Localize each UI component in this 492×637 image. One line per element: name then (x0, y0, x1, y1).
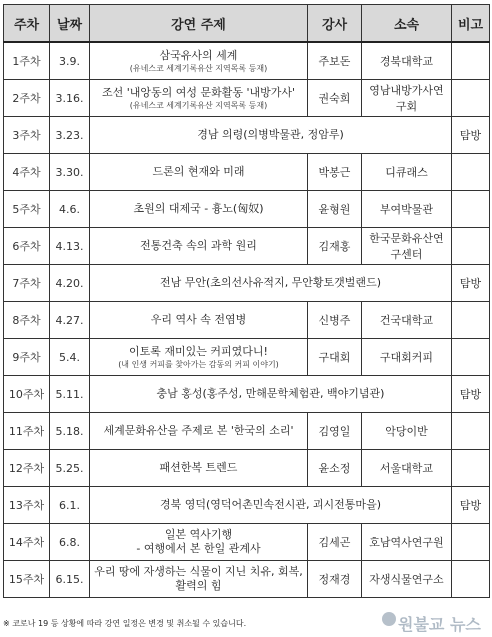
topic-subtitle: (유네스코 세계기록유산 지역목록 등재) (129, 100, 268, 110)
header-note: 비고 (452, 5, 490, 43)
topic-cell (90, 191, 308, 228)
topic-title: 초원의 대제국 - 흉노(匈奴) (133, 202, 264, 215)
speaker-cell: 김세곤 (308, 524, 362, 561)
affiliation-cell: 한국문화유산연구센터 (362, 228, 452, 265)
date-cell: 6.15. (50, 561, 90, 598)
table-row (4, 524, 490, 561)
week-cell: 15주차 (4, 561, 50, 598)
topic-cell (90, 228, 308, 265)
topic-subtitle: - 여행에서 본 한일 관계사 (136, 542, 261, 555)
speaker-cell: 주보돈 (308, 42, 362, 80)
date-cell: 4.13. (50, 228, 90, 265)
date-cell: 4.20. (50, 265, 90, 302)
affiliation-cell: 건국대학교 (362, 302, 452, 339)
affiliation-cell: 서울대학교 (362, 450, 452, 487)
topic-cell (90, 80, 308, 117)
lecture-schedule-table (3, 4, 490, 598)
topic-title: 충남 홍성(홍주성, 만해문학체험관, 백야기념관) (156, 387, 385, 400)
header-date: 날짜 (50, 5, 90, 43)
table-row (4, 191, 490, 228)
field-trip-cell (90, 117, 452, 154)
speaker-cell: 윤형원 (308, 191, 362, 228)
date-cell: 3.9. (50, 42, 90, 80)
topic-title: 우리 역사 속 전염병 (150, 313, 247, 326)
field-trip-cell (90, 376, 452, 413)
topic-title: 드론의 현재와 미래 (152, 165, 245, 178)
table-row (4, 265, 490, 302)
speaker-cell: 권숙희 (308, 80, 362, 117)
note-cell: 탐방 (452, 376, 490, 413)
table-row (4, 561, 490, 598)
topic-subtitle: (내 인생 커피를 찾아가는 감동의 커피 이야기) (118, 359, 279, 369)
date-cell: 5.11. (50, 376, 90, 413)
topic-cell (90, 561, 308, 598)
topic-cell (90, 302, 308, 339)
affiliation-cell: 악당이반 (362, 413, 452, 450)
table-row (4, 376, 490, 413)
week-cell: 13주차 (4, 487, 50, 524)
topic-cell (90, 42, 308, 80)
note-cell (452, 191, 490, 228)
note-cell (452, 524, 490, 561)
table-row (4, 42, 490, 80)
topic-title: 전남 무안(초의선사유적지, 무안황토갯벌랜드) (160, 276, 381, 289)
topic-title: 경남 의령(의병박물관, 정암루) (197, 128, 344, 141)
header-row (4, 5, 490, 43)
header-speaker: 강사 (308, 5, 362, 43)
speaker-cell: 정재경 (308, 561, 362, 598)
speaker-cell: 김재홍 (308, 228, 362, 265)
note-cell (452, 302, 490, 339)
date-cell: 5.18. (50, 413, 90, 450)
table-row (4, 450, 490, 487)
topic-title: 이토록 재미있는 커피였다니! (129, 344, 268, 358)
topic-title: 세계문화유산을 주제로 본 '한국의 소리' (103, 424, 294, 437)
week-cell: 5주차 (4, 191, 50, 228)
speaker-cell: 김영일 (308, 413, 362, 450)
note-cell (452, 80, 490, 117)
topic-subtitle: (유네스코 세계기록유산 지역목록 등재) (129, 63, 268, 73)
date-cell: 6.8. (50, 524, 90, 561)
topic-cell (90, 339, 308, 376)
date-cell: 3.30. (50, 154, 90, 191)
week-cell: 10주차 (4, 376, 50, 413)
topic-title: 조선 '내앙동의 여성 문화활동 '내방가사' (101, 85, 296, 99)
table-row (4, 228, 490, 265)
week-cell: 3주차 (4, 117, 50, 154)
table-row (4, 487, 490, 524)
week-cell: 4주차 (4, 154, 50, 191)
speaker-cell: 박봉근 (308, 154, 362, 191)
week-cell: 14주차 (4, 524, 50, 561)
note-cell (452, 339, 490, 376)
table-row (4, 302, 490, 339)
table-row (4, 413, 490, 450)
topic-title: 패션한복 트렌드 (159, 461, 238, 474)
watermark-logo: 원불교 뉴스 (398, 615, 481, 634)
note-cell: 탐방 (452, 265, 490, 302)
week-cell: 11주차 (4, 413, 50, 450)
date-cell: 4.6. (50, 191, 90, 228)
topic-title: 일본 역사기행 (164, 528, 233, 541)
header-topic: 강연 주제 (90, 5, 308, 43)
week-cell: 7주차 (4, 265, 50, 302)
speaker-cell: 윤소정 (308, 450, 362, 487)
affiliation-cell: 호남역사연구원 (362, 524, 452, 561)
affiliation-cell: 경북대학교 (362, 42, 452, 80)
affiliation-cell: 영남내방가사연구회 (362, 80, 452, 117)
note-cell (452, 413, 490, 450)
topic-title: 우리 땅에 자생하는 식물이 지닌 치유, 회복, 활력의 힘 (94, 565, 303, 592)
week-cell: 8주차 (4, 302, 50, 339)
topic-title: 전통건축 속의 과학 원리 (140, 239, 257, 252)
week-cell: 1주차 (4, 42, 50, 80)
date-cell: 3.16. (50, 80, 90, 117)
note-cell (452, 154, 490, 191)
week-cell: 12주차 (4, 450, 50, 487)
table-row (4, 117, 490, 154)
topic-cell (90, 154, 308, 191)
affiliation-cell: 부여박물관 (362, 191, 452, 228)
schedule-footnote: ※ 코로나 19 등 상황에 따라 강연 일정은 변경 및 취소될 수 있습니다. (3, 619, 247, 628)
speaker-cell: 구대회 (308, 339, 362, 376)
table-row (4, 154, 490, 191)
table-row (4, 339, 490, 376)
topic-cell (90, 450, 308, 487)
note-cell: 탐방 (452, 117, 490, 154)
header-affiliation: 소속 (362, 5, 452, 43)
note-cell (452, 450, 490, 487)
week-cell: 9주차 (4, 339, 50, 376)
field-trip-cell (90, 487, 452, 524)
date-cell: 4.27. (50, 302, 90, 339)
topic-cell (90, 413, 308, 450)
note-cell (452, 561, 490, 598)
note-cell (452, 42, 490, 80)
topic-title: 경북 영덕(영덕어촌민속전시관, 괴시전통마을) (160, 498, 381, 511)
field-trip-cell (90, 265, 452, 302)
affiliation-cell: 디큐래스 (362, 154, 452, 191)
date-cell: 3.23. (50, 117, 90, 154)
week-cell: 2주차 (4, 80, 50, 117)
affiliation-cell: 자생식물연구소 (362, 561, 452, 598)
header-week: 주차 (4, 5, 50, 43)
week-cell: 6주차 (4, 228, 50, 265)
affiliation-cell: 구대회커피 (362, 339, 452, 376)
schedule-body (4, 42, 490, 598)
date-cell: 6.1. (50, 487, 90, 524)
watermark-logo-icon (382, 612, 396, 626)
date-cell: 5.25. (50, 450, 90, 487)
table-row (4, 80, 490, 117)
topic-title: 삼국유사의 세계 (159, 48, 238, 62)
topic-cell (90, 524, 308, 561)
speaker-cell: 신병주 (308, 302, 362, 339)
note-cell: 탐방 (452, 487, 490, 524)
date-cell: 5.4. (50, 339, 90, 376)
note-cell (452, 228, 490, 265)
